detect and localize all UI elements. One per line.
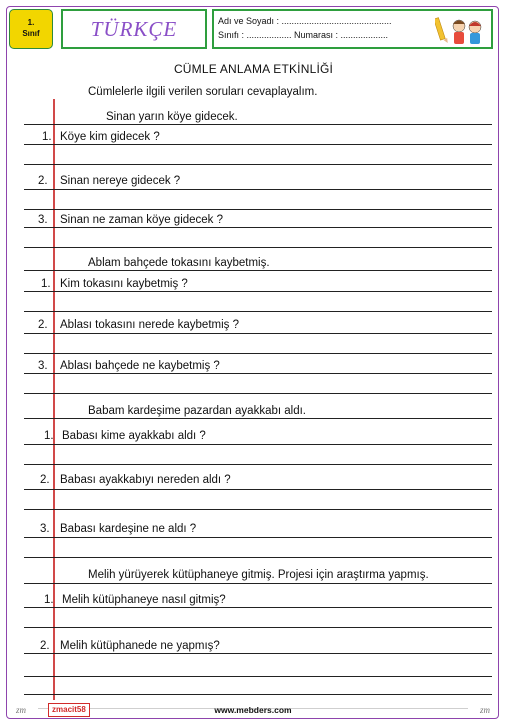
section-sentence: Babam kardeşime pazardan ayakkabı aldı. (88, 405, 306, 417)
page-title: CÜMLE ANLAMA ETKİNLİĞİ (173, 62, 334, 76)
writing-line (24, 676, 492, 677)
subject-title: TÜRKÇE (90, 16, 178, 41)
student-info-box (212, 9, 493, 49)
writing-line (24, 373, 492, 374)
question-text: Melih kütüphaneye nasıl gitmiş? (62, 594, 226, 606)
section-sentence: Melih yürüyerek kütüphaneye gitmiş. Projesi için araştırma yapmış. (88, 569, 429, 581)
question-text: Sinan nereye gidecek ? (60, 175, 181, 187)
writing-line (24, 509, 492, 510)
footer (14, 703, 492, 717)
question-text: Kim tokasını kaybetmiş ? (60, 278, 188, 290)
writing-line (24, 444, 492, 445)
author-tag: zmacit58 (48, 703, 90, 717)
question-text: Babası ayakkabıyı nereden aldı ? (60, 474, 231, 486)
question-number: 1. (41, 278, 51, 290)
question-number: 3. (38, 214, 48, 226)
question-number: 1. (44, 430, 54, 442)
question-text: Köye kim gidecek ? (60, 131, 160, 143)
question-number: 3. (38, 360, 48, 372)
question-number: 2. (38, 319, 48, 331)
question-number: 2. (40, 474, 50, 486)
question-number: 2. (38, 175, 48, 187)
grade-number: 1. (27, 18, 35, 27)
writing-line (24, 694, 492, 695)
writing-line (24, 627, 492, 628)
writing-line (24, 189, 492, 190)
writing-line (24, 247, 492, 248)
website-link[interactable]: www.mebders.com (214, 705, 292, 715)
writing-line (24, 311, 492, 312)
question-number: 3. (40, 523, 50, 535)
writing-line (24, 418, 492, 419)
writing-line (24, 333, 492, 334)
zm-logo-icon: zm (479, 705, 490, 715)
section-sentence: Ablam bahçede tokasını kaybetmiş. (88, 257, 270, 269)
grade-badge (9, 9, 53, 49)
writing-line (24, 653, 492, 654)
question-text: Sinan ne zaman köye gidecek ? (60, 214, 224, 226)
question-number: 1. (42, 131, 52, 143)
question-text: Babası kardeşine ne aldı ? (60, 523, 197, 535)
kids-pencil-icon (435, 14, 487, 46)
question-text: Babası kime ayakkabı aldı ? (62, 430, 206, 442)
writing-line (24, 164, 492, 165)
class-number-field-label: Sınıfı : .................. Numarası : ................... (218, 30, 389, 40)
question-number: 1. (44, 594, 54, 606)
writing-line (24, 291, 492, 292)
writing-line (24, 270, 492, 271)
writing-line (24, 144, 492, 145)
section-sentence: Sinan yarın köye gidecek. (106, 111, 238, 123)
grade-label: Sınıf (22, 29, 40, 38)
writing-line (24, 464, 492, 465)
writing-line (24, 353, 492, 354)
instruction-text: Cümlelerle ilgili verilen soruları cevaplayalım. (88, 86, 318, 98)
writing-line (24, 489, 492, 490)
writing-line (24, 537, 492, 538)
zm-logo-icon: zm (15, 705, 26, 715)
subject-box (61, 9, 207, 49)
writing-line (24, 124, 492, 125)
question-text: Ablası bahçede ne kaybetmiş ? (60, 360, 220, 372)
writing-line (24, 607, 492, 608)
writing-line (24, 227, 492, 228)
writing-line (24, 557, 492, 558)
question-text: Ablası tokasını nerede kaybetmiş ? (60, 319, 239, 331)
writing-line (24, 583, 492, 584)
question-number: 2. (40, 640, 50, 652)
name-field-label: Adı ve Soyadı : ............................................ (218, 16, 392, 26)
question-text: Melih kütüphanede ne yapmış? (60, 640, 220, 652)
writing-line (24, 209, 492, 210)
writing-line (24, 393, 492, 394)
